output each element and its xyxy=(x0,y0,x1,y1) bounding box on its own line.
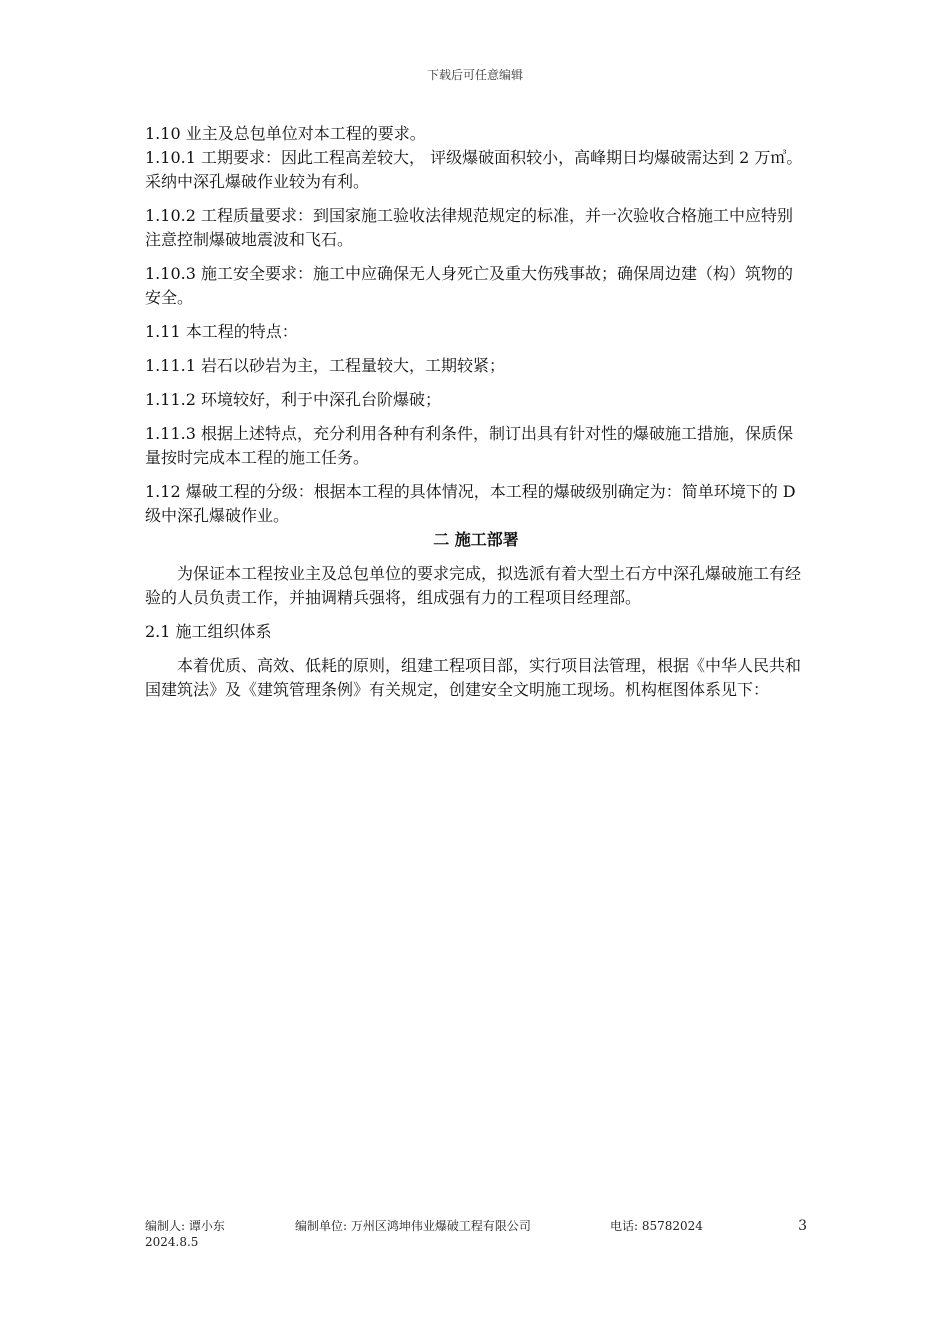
section-2-1: 2.1 施工组织体系 xyxy=(145,622,272,641)
footer-editor: 编制人: 谭小东 xyxy=(145,1219,225,1233)
footer-date: 2024.8.5 xyxy=(145,1235,199,1249)
page-footer xyxy=(145,1218,807,1249)
section-1-11-1: 1.11.1 岩石以砂岩为主，工程量较大，工期较紧； xyxy=(145,356,505,375)
section-1-10-1: 1.10.1 工期要求：因此工程高差较大， 评级爆破面积较小，高峰期日均爆破需达到 2 万㎥。采纳中深孔爆破作业较为有利。 xyxy=(145,148,803,191)
section-1-11-2: 1.11.2 环境较好，利于中深孔台阶爆破； xyxy=(145,390,441,409)
page-number: 3 xyxy=(798,1218,807,1234)
footer-unit: 编制单位: 万州区鸿坤伟业爆破工程有限公司 xyxy=(295,1219,531,1233)
section-heading-2: 二 施工部署 xyxy=(433,530,519,549)
section-1-10-2: 1.10.2 工程质量要求：到国家施工验收法律规范规定的标准，并一次验收合格施工中应特别注意控制爆破地震波和飞石。 xyxy=(145,206,793,249)
section-1-11-3: 1.11.3 根据上述特点，充分利用各种有利条件，制订出具有针对性的爆破施工措施，保质保量按时完成本工程的施工任务。 xyxy=(145,424,793,467)
document-body xyxy=(145,122,807,702)
section-1-10: 1.10 业主及总包单位对本工程的要求。 xyxy=(145,124,426,143)
deployment-paragraph: 为保证本工程按业主及总包单位的要求完成，拟选派有着大型土石方中深孔爆破施工有经验的人员负责工作，并抽调精兵强将，组成强有力的工程项目经理部。 xyxy=(145,564,802,607)
section-1-12: 1.12 爆破工程的分级：根据本工程的具体情况，本工程的爆破级别确定为：简单环境下的 D 级中深孔爆破作业。 xyxy=(145,482,796,525)
section-1-11: 1.11 本工程的特点： xyxy=(145,322,298,341)
page-header: 下载后可任意编辑 xyxy=(426,68,523,82)
footer-phone: 电话: 85782024 xyxy=(610,1219,703,1233)
organization-paragraph: 本着优质、高效、低耗的原则，组建工程项目部，实行项目法管理，根据《中华人民共和国建筑法》及《建筑管理条例》有关规定，创建安全文明施工现场。机构框图体系见下： xyxy=(145,656,802,699)
section-1-10-3: 1.10.3 施工安全要求：施工中应确保无人身死亡及重大伤残事故；确保周边建（构）筑物的安全。 xyxy=(145,264,793,307)
